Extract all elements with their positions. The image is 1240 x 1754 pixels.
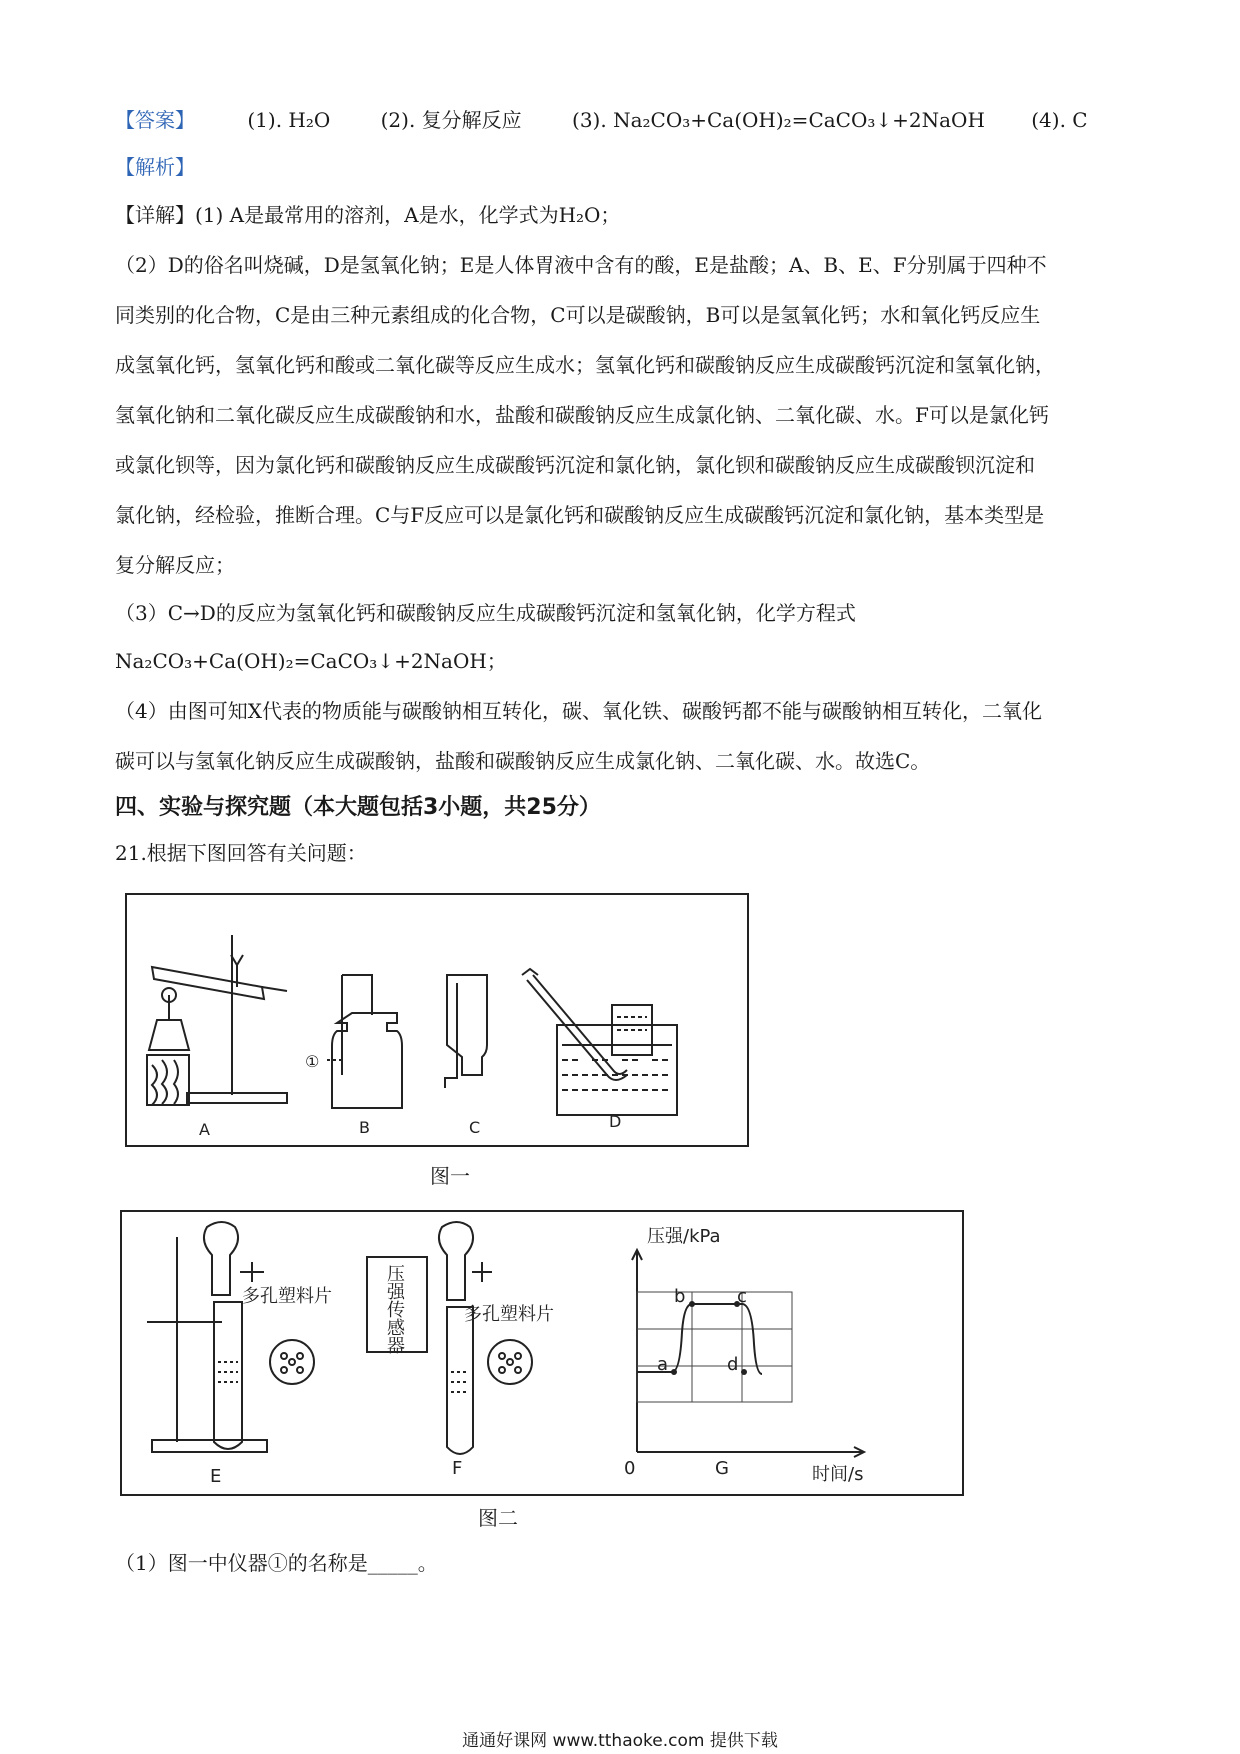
- figure-1-label-b: B: [359, 1118, 370, 1137]
- figure-1-drawing: [127, 895, 747, 1145]
- answer-item-1: (1). H₂O: [247, 108, 331, 132]
- question-intro: 21.根据下图回答有关问题：: [115, 841, 367, 865]
- answer-line: [115, 105, 1088, 135]
- sensor-label-4: 器: [387, 1336, 405, 1357]
- answer-tag: 【答案】: [115, 108, 195, 132]
- apparatus-c: [445, 975, 487, 1088]
- answer-item-3: (3). Na₂CO₃+Ca(OH)₂=CaCO₃↓+2NaOH: [572, 108, 985, 132]
- analysis-tag: 【解析】: [115, 155, 195, 179]
- apparatus-e: [147, 1222, 314, 1452]
- sensor-label-0: 压: [387, 1264, 405, 1285]
- detail-line: （3）C→D的反应为氢氧化钙和碳酸钠反应生成碳酸钙沉淀和氢氧化钠，化学方程式: [115, 601, 856, 625]
- footer: 通通好课网 www.tthaoke.com 提供下载: [462, 1731, 778, 1751]
- figure-2-caption: 图二: [478, 1506, 518, 1530]
- graph-ylabel: 压强/kPa: [647, 1226, 721, 1247]
- figure-2-label-f: F: [452, 1458, 463, 1479]
- detail-line: （4）由图可知X代表的物质能与碳酸钠相互转化，碳、氧化铁、碳酸钙都不能与碳酸钠相互转化，二氧化: [115, 699, 1042, 723]
- detail-line: （2）D的俗名叫烧碱，D是氢氧化钠；E是人体胃液中含有的酸，E是盐酸；A、B、E、F分别属于四种不: [115, 253, 1047, 277]
- figure-1-label-c: C: [469, 1118, 481, 1137]
- graph-point-d: d: [727, 1354, 739, 1375]
- detail-line: 成氢氧化钙，氢氧化钙和酸或二氧化碳等反应生成水；氢氧化钙和碳酸钠反应生成碳酸钙沉淀和氢氧化钠，: [115, 353, 1055, 377]
- sensor-label-2: 传: [387, 1300, 405, 1321]
- sensor-label-3: 感: [387, 1318, 405, 1339]
- graph-point-b: b: [674, 1286, 686, 1307]
- detail-line: 氯化钠，经检验，推断合理。C与F反应可以是氯化钙和碳酸钠反应生成碳酸钙沉淀和氯化钠，基本类型是: [115, 503, 1045, 527]
- graph-point-a: a: [657, 1354, 669, 1375]
- section-title: 四、实验与探究题（本大题包括3小题，共25分）: [115, 795, 601, 820]
- figure-1-label-a: A: [199, 1120, 210, 1139]
- graph-origin: 0: [624, 1458, 636, 1479]
- figure-2-label-g: G: [715, 1458, 729, 1479]
- figure-2: [120, 1210, 964, 1496]
- apparatus-a: [147, 935, 287, 1105]
- figure-2-plate-label-e: 多孔塑料片: [242, 1286, 332, 1307]
- detail-line: 复分解反应；: [115, 553, 235, 577]
- figure-1-label-d: D: [609, 1112, 622, 1131]
- figure-2-drawing: [122, 1212, 962, 1494]
- answer-item-2: (2). 复分解反应: [380, 108, 522, 132]
- figure-2-plate-label-f: 多孔塑料片: [464, 1304, 554, 1325]
- graph-point-c: c: [737, 1286, 747, 1307]
- apparatus-f: [439, 1222, 532, 1454]
- figure-1-marker: ①: [305, 1052, 320, 1071]
- sensor-label-1: 强: [387, 1282, 405, 1303]
- apparatus-d: [522, 969, 677, 1115]
- figure-1: [125, 893, 749, 1147]
- figure-2-label-e: E: [210, 1466, 222, 1487]
- figure-1-caption: 图一: [430, 1164, 470, 1188]
- apparatus-b: [327, 975, 402, 1108]
- graph-xlabel: 时间/s: [812, 1464, 864, 1485]
- answer-item-4: (4). C: [1031, 108, 1088, 132]
- detail-line: 或氯化钡等，因为氯化钙和碳酸钠反应生成碳酸钙沉淀和氯化钠，氯化钡和碳酸钠反应生成碳酸钡沉淀和: [115, 453, 1035, 477]
- detail-line: 同类别的化合物，C是由三种元素组成的化合物，C可以是碳酸钠，B可以是氢氧化钙；水和氧化钙反应生: [115, 303, 1041, 327]
- detail-line: 碳可以与氢氧化钠反应生成碳酸钠，盐酸和碳酸钠反应生成氯化钠、二氧化碳、水。故选C。: [115, 749, 931, 773]
- detail-line: Na₂CO₃+Ca(OH)₂=CaCO₃↓+2NaOH；: [115, 649, 507, 673]
- detail-line: 【详解】(1) A是最常用的溶剂，A是水，化学式为H₂O；: [115, 203, 621, 227]
- detail-line: 氢氧化钠和二氧化碳反应生成碳酸钠和水，盐酸和碳酸钠反应生成氯化钠、二氧化碳、水。F可以是氯化钙: [115, 403, 1049, 427]
- question-1: （1）图一中仪器①的名称是_____。: [115, 1551, 438, 1575]
